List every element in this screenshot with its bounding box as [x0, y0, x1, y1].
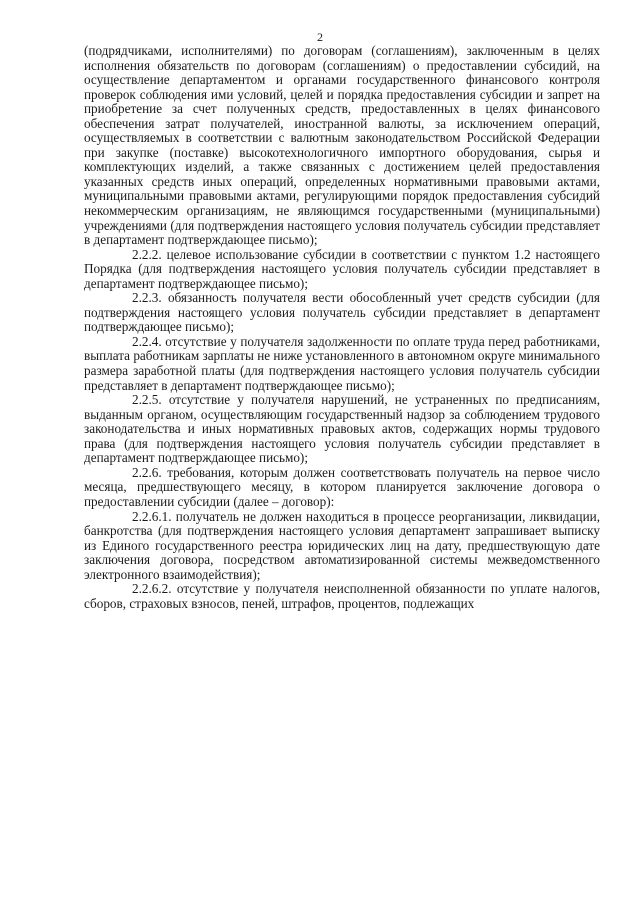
paragraph-2-2-4: 2.2.4. отсутствие у получателя задолженности по оплате труда перед работниками, выплата работникам зарплаты не ниже установленного в автономном округе минимального размера заработной платы (для подтверждения настоящего условия получатель субсидии представляет в департамент подтверждающее письмо); [84, 333, 600, 393]
document-body [84, 44, 600, 611]
paragraph-2-2-6-1: 2.2.6.1. получатель не должен находиться в процессе реорганизации, ликвидации, банкротства (для подтверждения настоящего условия департамент запрашивает выписку из Единого государственного реестра юридических лиц на дату, предшествующую дате заключения договора, посредством автоматизированной системы межведомственного электронного взаимодействия); [84, 508, 600, 582]
paragraph-2-2-6: 2.2.6. требования, которым должен соответствовать получатель на первое число месяца, предшествующего месяцу, в котором планируется заключение договора о предоставлении субсидии (далее – договор): [84, 464, 600, 509]
paragraph-2-2-2: 2.2.2. целевое использование субсидии в соответствии с пунктом 1.2 настоящего Порядка (для подтверждения настоящего условия получатель субсидии представляет в департамент подтверждающее письмо); [84, 246, 600, 291]
paragraph-continuation: (подрядчиками, исполнителями) по договорам (соглашениям), заключенным в целях исполнения обязательств по договорам (соглашениям) о предоставлении субсидий, на осуществление департаментом и органами государственного финансового контроля проверок соблюдения ими условий, целей и порядка предоставления субсидии и запрет на приобретение за счет полученных средств, предоставленных в целях финансового обеспечения затрат получателей, иностранной валюты, за исключением операций, осуществляемых в соответствии с валютным законодательством Российской Федерации при закупке (поставке) высокотехнологичного импортного оборудования, сырья и комплектующих изделий, а также связанных с достижением целей предоставления указанных средств иных операций, определенных нормативными правовыми актами, муниципальными правовыми актами, регулирующими порядок предоставления субсидий некоммерческим организациям, не являющимся государственными (муниципальными) учреждениями (для подтверждения настоящего условия получатель субсидии представляет в департамент подтверждающее письмо); [84, 43, 600, 248]
page-number: 2 [317, 30, 323, 44]
paragraph-2-2-5: 2.2.5. отсутствие у получателя нарушений, не устраненных по предписаниям, выданным органом, осуществляющим государственный надзор за соблюдением трудового законодательства и иных нормативных правовых актов, содержащих нормы трудового права (для подтверждения настоящего условия получатель субсидии представляет в департамент подтверждающее письмо); [84, 392, 600, 466]
paragraph-2-2-3: 2.2.3. обязанность получателя вести обособленный учет средств субсидии (для подтверждения настоящего условия получатель субсидии представляет в департамент подтверждающее письмо); [84, 290, 600, 335]
paragraph-2-2-6-2: 2.2.6.2. отсутствие у получателя неисполненной обязанности по уплате налогов, сборов, страховых взносов, пеней, штрафов, процентов, подлежащих [84, 581, 600, 611]
